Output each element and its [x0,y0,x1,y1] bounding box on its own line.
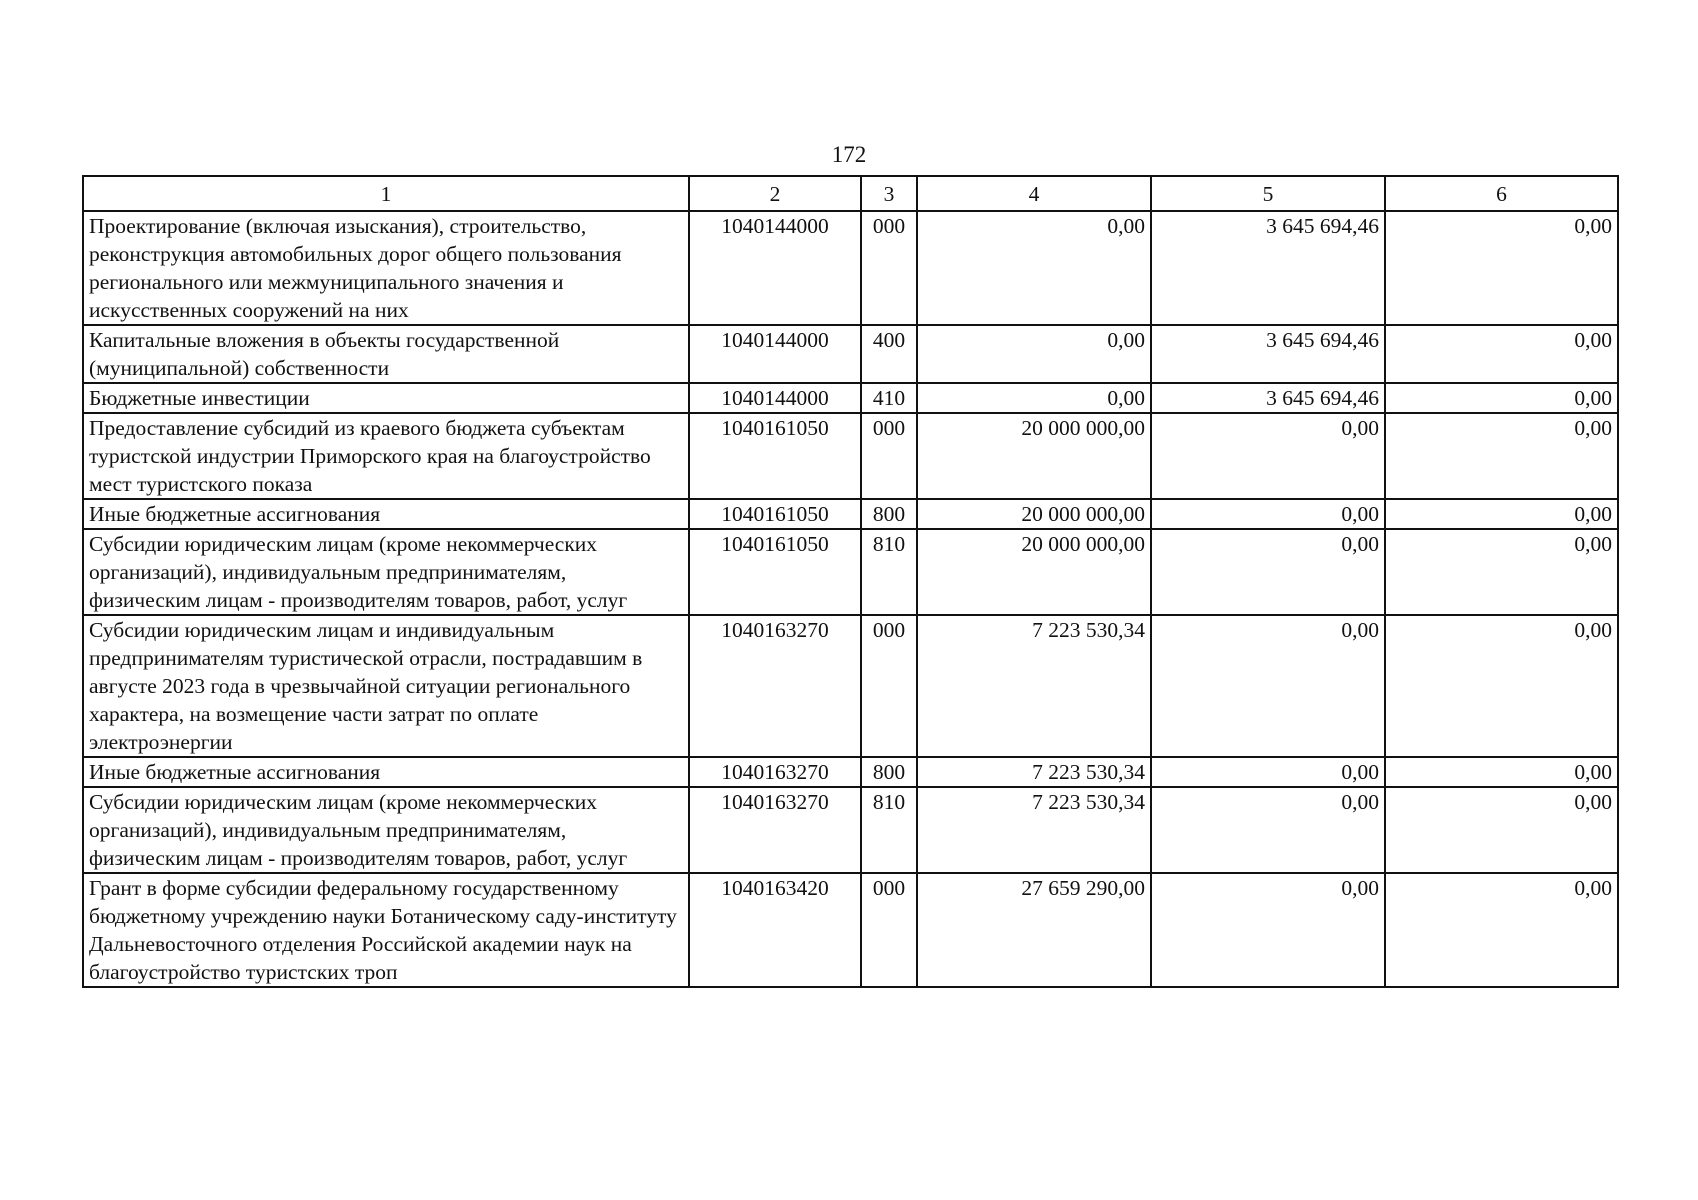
table-row [83,499,1618,529]
amount-col4: 20 000 000,00 [917,499,1151,529]
amount-col4: 20 000 000,00 [917,413,1151,499]
expense-type-code: 000 [861,873,917,987]
column-header: 4 [917,176,1151,211]
amount-col4: 27 659 290,00 [917,873,1151,987]
amount-col6: 0,00 [1385,211,1618,325]
target-code: 1040144000 [689,325,861,383]
row-name: Предоставление субсидий из краевого бюджета субъектам туристской индустрии Приморского края на благоустройство мест туристского показа [83,413,689,499]
table-row [83,211,1618,325]
target-code: 1040163270 [689,787,861,873]
column-header: 5 [1151,176,1385,211]
table-row [83,413,1618,499]
page-number: 172 [831,142,867,167]
amount-col4: 0,00 [917,211,1151,325]
amount-col5: 0,00 [1151,499,1385,529]
target-code: 1040161050 [689,499,861,529]
row-name: Субсидии юридическим лицам (кроме некоммерческих организаций), индивидуальным предпринимателям, физическим лицам - производителям товаров, работ, услуг [83,529,689,615]
row-name: Капитальные вложения в объекты государственной (муниципальной) собственности [83,325,689,383]
target-code: 1040144000 [689,211,861,325]
amount-col5: 3 645 694,46 [1151,325,1385,383]
column-header: 1 [83,176,689,211]
amount-col4: 0,00 [917,325,1151,383]
table-row [83,873,1618,987]
amount-col5: 0,00 [1151,757,1385,787]
row-name: Проектирование (включая изыскания), строительство, реконструкция автомобильных дорог общего пользования регионального или межмуниципального значения и искусственных сооружений на них [83,211,689,325]
amount-col6: 0,00 [1385,383,1618,413]
row-name: Грант в форме субсидии федеральному государственному бюджетному учреждению науки Ботаническому саду-институту Дальневосточного отделения Российской академии наук на благоустройство туристских троп [83,873,689,987]
amount-col6: 0,00 [1385,325,1618,383]
table-row [83,529,1618,615]
table-row [83,615,1618,757]
amount-col5: 0,00 [1151,529,1385,615]
expense-type-code: 000 [861,211,917,325]
row-name: Бюджетные инвестиции [83,383,689,413]
amount-col6: 0,00 [1385,615,1618,757]
target-code: 1040161050 [689,413,861,499]
amount-col6: 0,00 [1385,873,1618,987]
column-header: 6 [1385,176,1618,211]
row-name: Субсидии юридическим лицам и индивидуальным предпринимателям туристической отрасли, пострадавшим в августе 2023 года в чрезвычайной ситуации регионального характера, на возмещение части затрат по оплате электроэнергии [83,615,689,757]
amount-col4: 20 000 000,00 [917,529,1151,615]
table-row [83,787,1618,873]
table-row [83,757,1618,787]
target-code: 1040163270 [689,615,861,757]
column-header: 3 [861,176,917,211]
table-row [83,325,1618,383]
row-name: Субсидии юридическим лицам (кроме некоммерческих организаций), индивидуальным предпринимателям, физическим лицам - производителям товаров, работ, услуг [83,787,689,873]
amount-col6: 0,00 [1385,757,1618,787]
amount-col4: 7 223 530,34 [917,757,1151,787]
expense-type-code: 000 [861,413,917,499]
amount-col5: 0,00 [1151,873,1385,987]
amount-col4: 0,00 [917,383,1151,413]
amount-col5: 0,00 [1151,787,1385,873]
amount-col4: 7 223 530,34 [917,787,1151,873]
target-code: 1040163420 [689,873,861,987]
expense-type-code: 000 [861,615,917,757]
expense-type-code: 810 [861,787,917,873]
amount-col6: 0,00 [1385,499,1618,529]
expense-type-code: 800 [861,499,917,529]
expense-type-code: 810 [861,529,917,615]
expense-type-code: 410 [861,383,917,413]
target-code: 1040161050 [689,529,861,615]
amount-col5: 3 645 694,46 [1151,383,1385,413]
row-name: Иные бюджетные ассигнования [83,499,689,529]
expense-type-code: 800 [861,757,917,787]
target-code: 1040163270 [689,757,861,787]
amount-col5: 0,00 [1151,615,1385,757]
amount-col5: 3 645 694,46 [1151,211,1385,325]
amount-col6: 0,00 [1385,529,1618,615]
target-code: 1040144000 [689,383,861,413]
amount-col4: 7 223 530,34 [917,615,1151,757]
amount-col5: 0,00 [1151,413,1385,499]
column-header: 2 [689,176,861,211]
amount-col6: 0,00 [1385,413,1618,499]
budget-table [82,175,1619,988]
row-name: Иные бюджетные ассигнования [83,757,689,787]
table-row [83,383,1618,413]
amount-col6: 0,00 [1385,787,1618,873]
expense-type-code: 400 [861,325,917,383]
header-row [83,176,1618,211]
